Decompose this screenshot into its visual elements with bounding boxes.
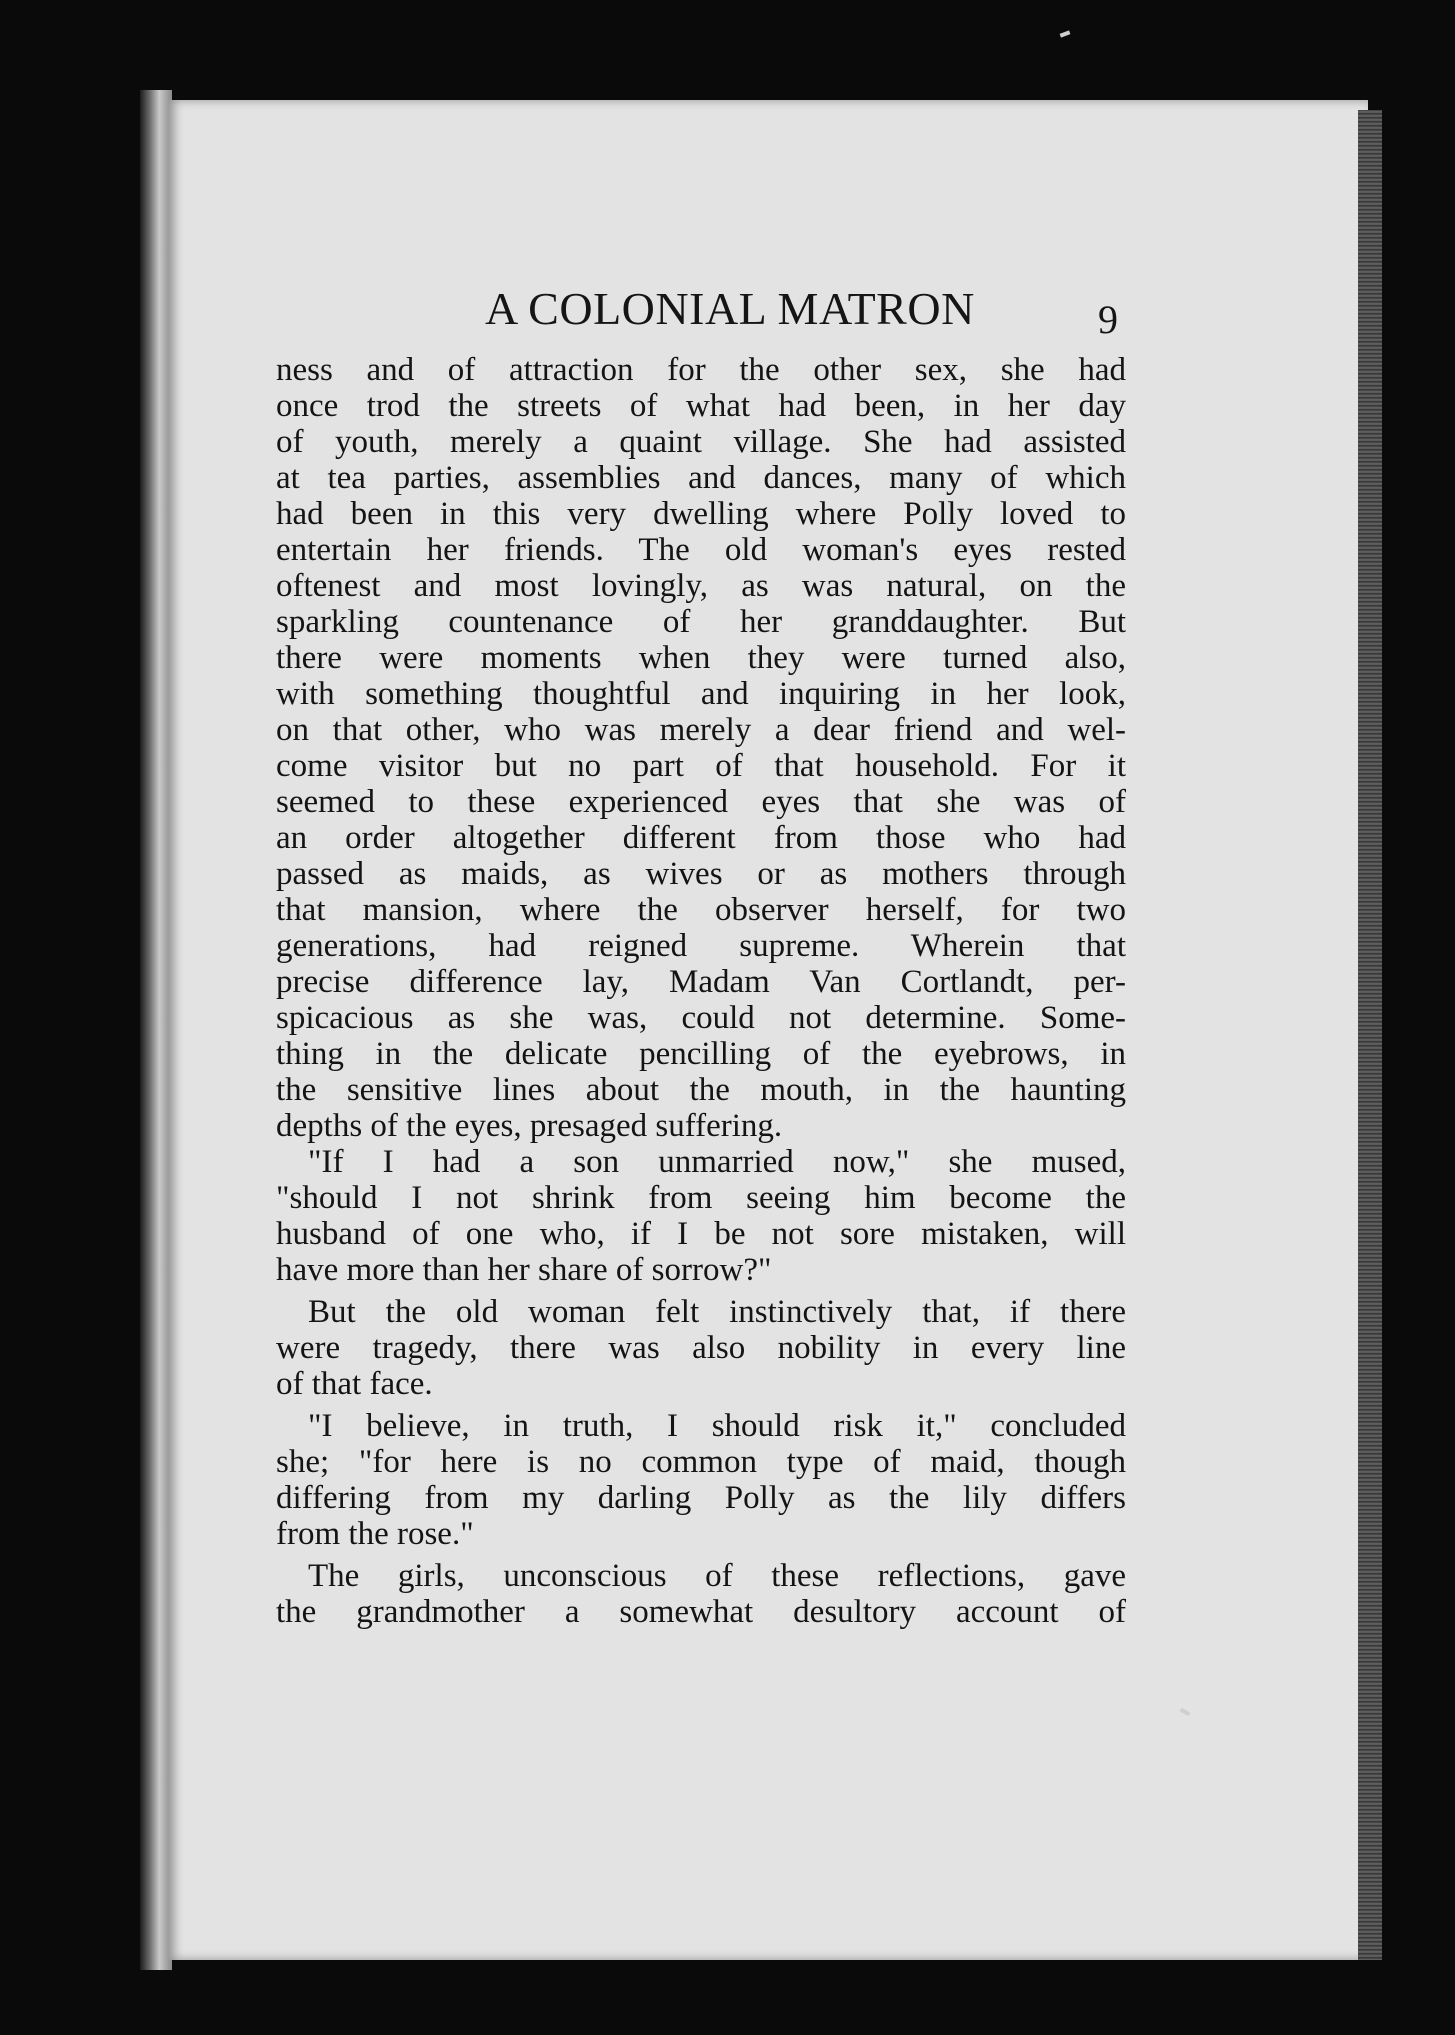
text-line: The girls, unconscious of these reflections, gave	[308, 1558, 1126, 1594]
text-line: "should I not shrink from seeing him become the	[276, 1180, 1126, 1216]
text-line: the sensitive lines about the mouth, in the haunting	[276, 1072, 1126, 1108]
text-line: differing from my darling Polly as the lily differs	[276, 1480, 1126, 1516]
text-line: come visitor but no part of that household. For it	[276, 748, 1126, 784]
text-line: an order altogether different from those who had	[276, 820, 1126, 856]
text-line: at tea parties, assemblies and dances, many of which	[276, 460, 1126, 496]
text-line: generations, had reigned supreme. Wherein that	[276, 928, 1126, 964]
text-line: oftenest and most lovingly, as was natural, on the	[276, 568, 1126, 604]
page-number: 9	[1098, 297, 1118, 342]
text-line: were tragedy, there was also nobility in every line	[276, 1330, 1126, 1366]
text-line: spicacious as she was, could not determine. Some-	[276, 1000, 1126, 1036]
text-line: there were moments when they were turned also,	[276, 640, 1126, 676]
text-line: had been in this very dwelling where Polly loved to	[276, 496, 1126, 532]
text-line: of youth, merely a quaint village. She had assisted	[276, 424, 1126, 460]
text-line: depths of the eyes, presaged suffering.	[276, 1108, 783, 1144]
text-line: entertain her friends. The old woman's eyes rested	[276, 532, 1126, 568]
text-line: once trod the streets of what had been, in her day	[276, 388, 1126, 424]
text-line: "I believe, in truth, I should risk it," concluded	[308, 1408, 1126, 1444]
text-line: from the rose."	[276, 1516, 474, 1552]
text-line: have more than her share of sorrow?"	[276, 1252, 772, 1288]
text-line: thing in the delicate pencilling of the eyebrows, in	[276, 1036, 1126, 1072]
running-head: A COLONIAL MATRON	[485, 283, 975, 334]
text-line: passed as maids, as wives or as mothers through	[276, 856, 1126, 892]
page-stack-edge	[1358, 110, 1382, 1960]
text-line: precise difference lay, Madam Van Cortlandt, per-	[276, 964, 1126, 1000]
text-line: sparkling countenance of her granddaughter. But	[276, 604, 1126, 640]
text-line: seemed to these experienced eyes that she was of	[276, 784, 1126, 820]
text-line: the grandmother a somewhat desultory account of	[276, 1594, 1126, 1630]
text-line: with something thoughtful and inquiring in her look,	[276, 676, 1126, 712]
text-line: ness and of attraction for the other sex, she had	[276, 352, 1126, 388]
body-text	[276, 352, 1126, 1630]
text-line: that mansion, where the observer herself, for two	[276, 892, 1126, 928]
text-line: husband of one who, if I be not sore mistaken, will	[276, 1216, 1126, 1252]
text-line: on that other, who was merely a dear friend and wel-	[276, 712, 1126, 748]
text-line: of that face.	[276, 1366, 433, 1402]
text-line: she; "for here is no common type of maid, though	[276, 1444, 1126, 1480]
text-line: "If I had a son unmarried now," she mused,	[308, 1144, 1126, 1180]
text-line: But the old woman felt instinctively that, if there	[308, 1294, 1126, 1330]
